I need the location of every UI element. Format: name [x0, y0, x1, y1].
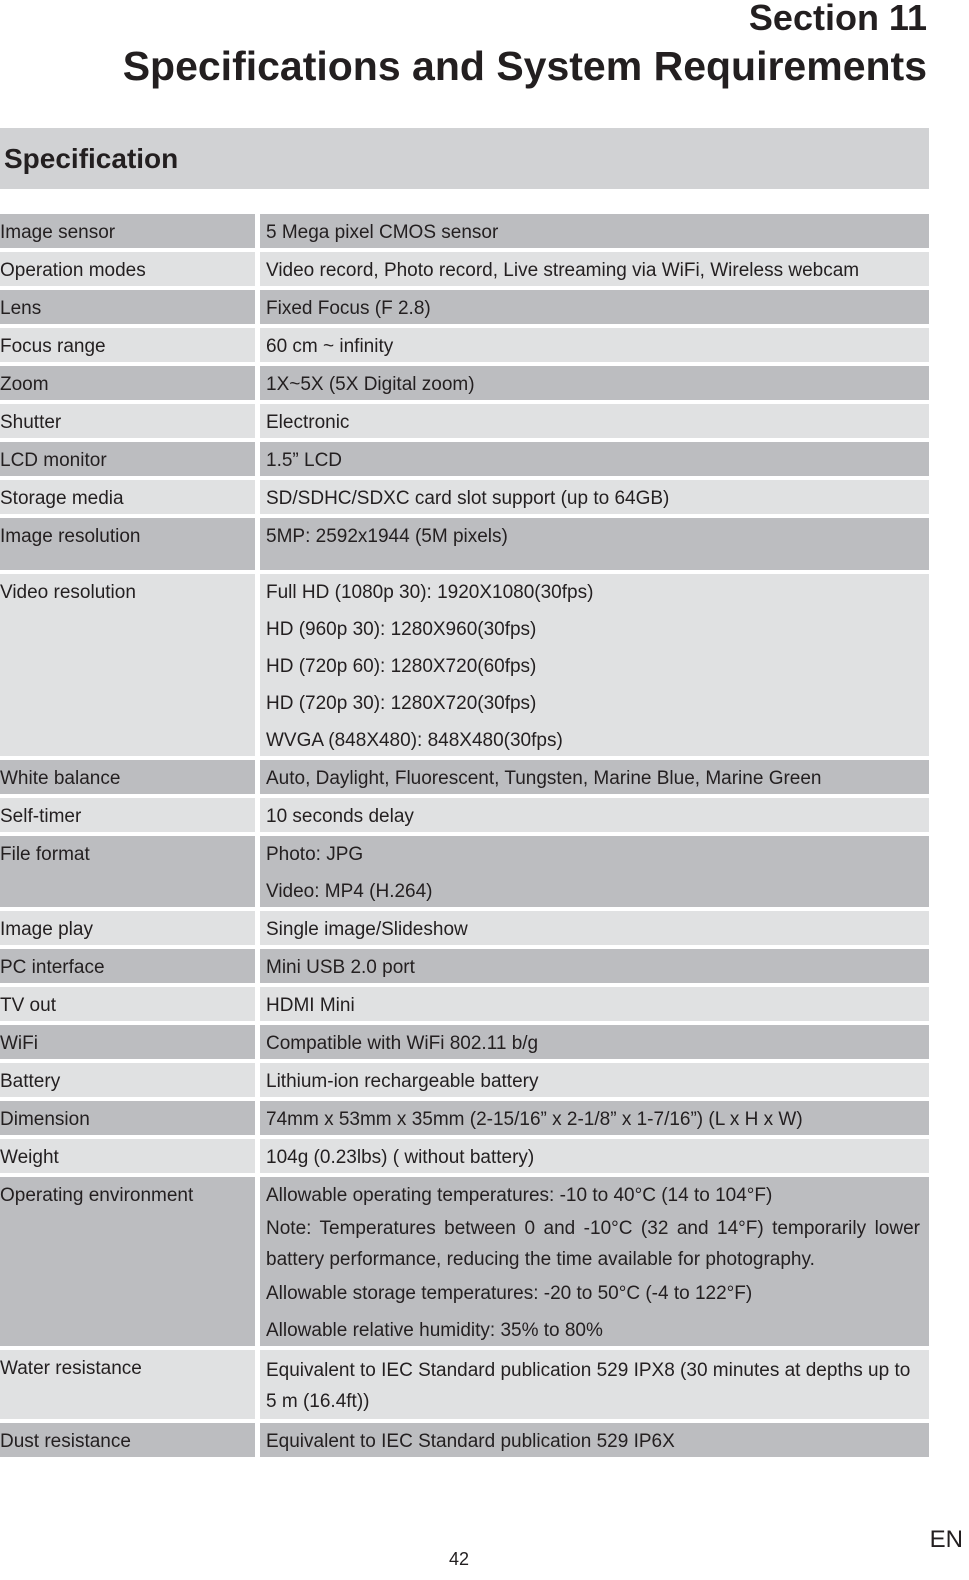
spec-value: [260, 442, 929, 476]
spec-value: [260, 404, 929, 438]
spec-value-line: 5 Mega pixel CMOS sensor: [266, 222, 499, 243]
spec-row: [0, 1063, 929, 1097]
spec-value-line: 5MP: 2592x1944 (5M pixels): [266, 526, 508, 547]
spec-row: [0, 290, 929, 324]
spec-value: [260, 1101, 929, 1135]
spec-value-line: 74mm x 53mm x 35mm (2-15/16” x 2-1/8” x 1-7/16”) (L x H x W): [266, 1109, 803, 1130]
spec-value-line: Compatible with WiFi 802.11 b/g: [266, 1033, 539, 1054]
spec-label: White balance: [0, 760, 255, 794]
spec-label: Zoom: [0, 366, 255, 400]
spec-value-line: Allowable relative humidity: 35% to 80%: [266, 1320, 603, 1341]
spec-value: [260, 1350, 929, 1419]
spec-value: [260, 1025, 929, 1059]
spec-row: [0, 252, 929, 286]
section-title: Specifications and System Requirements: [122, 43, 927, 89]
spec-value-line: Video: MP4 (H.264): [266, 881, 433, 902]
spec-label: Operation modes: [0, 252, 255, 286]
spec-value-line: Full HD (1080p 30): 1920X1080(30fps): [266, 582, 594, 603]
spec-row: [0, 1025, 929, 1059]
spec-value-line: SD/SDHC/SDXC card slot support (up to 64GB): [266, 488, 670, 509]
spec-value: [260, 1177, 929, 1346]
spec-value-line: 1.5” LCD: [266, 450, 343, 471]
spec-value-line: Equivalent to IEC Standard publication 529 IPX8 (30 minutes at depths up to 5 m (16.4ft)): [266, 1360, 911, 1412]
spec-label: Dimension: [0, 1101, 255, 1135]
spec-value: [260, 836, 929, 907]
spec-value: [260, 911, 929, 945]
spec-value-line: 1X~5X (5X Digital zoom): [266, 374, 475, 395]
spec-value-line: Mini USB 2.0 port: [266, 957, 415, 978]
spec-label: Image sensor: [0, 214, 255, 248]
spec-value-line: Lithium-ion rechargeable battery: [266, 1071, 539, 1092]
spec-label: LCD monitor: [0, 442, 255, 476]
spec-row: [0, 480, 929, 514]
spec-value: [260, 214, 929, 248]
spec-value: [260, 328, 929, 362]
spec-label: File format: [0, 836, 255, 907]
spec-value-line: HDMI Mini: [266, 995, 355, 1016]
spec-value: [260, 987, 929, 1021]
spec-value-line: HD (960p 30): 1280X960(30fps): [266, 619, 537, 640]
spec-label: Image resolution: [0, 518, 255, 570]
section-header: [123, 0, 927, 90]
spec-value-line: Allowable operating temperatures: -10 to 40°C (14 to 104°F): [266, 1185, 773, 1206]
spec-value: [260, 290, 929, 324]
spec-label: Focus range: [0, 328, 255, 362]
spec-row: [0, 798, 929, 832]
spec-label: Self-timer: [0, 798, 255, 832]
section-number: Section 11: [748, 0, 927, 38]
spec-value-line: HD (720p 30): 1280X720(30fps): [266, 693, 537, 714]
spec-row: [0, 442, 929, 476]
spec-value: [260, 574, 929, 756]
spec-label: Image play: [0, 911, 255, 945]
spec-value-line: 60 cm ~ infinity: [266, 336, 394, 357]
spec-value-line: WVGA (848X480): 848X480(30fps): [266, 730, 563, 751]
spec-value-line: HD (720p 60): 1280X720(60fps): [266, 656, 537, 677]
spec-label: Shutter: [0, 404, 255, 438]
spec-value: [260, 1423, 929, 1457]
spec-row: [0, 1423, 929, 1457]
spec-label: Lens: [0, 290, 255, 324]
spec-label: Water resistance: [0, 1350, 255, 1419]
spec-row: [0, 328, 929, 362]
spec-label: Operating environment: [0, 1177, 255, 1346]
spec-label: Battery: [0, 1063, 255, 1097]
spec-label: Dust resistance: [0, 1423, 255, 1457]
spec-row: [0, 949, 929, 983]
spec-row: [0, 366, 929, 400]
spec-value-line: Allowable storage temperatures: -20 to 50°C (-4 to 122°F): [266, 1283, 753, 1304]
page-number: 42: [449, 1549, 470, 1569]
spec-value: [260, 798, 929, 832]
spec-value-line: Note: Temperatures between 0 and -10°C (32 and 14°F) temporarily lower battery performance, reducing the time available for photography.: [266, 1218, 920, 1270]
spec-value: [260, 949, 929, 983]
spec-value: [260, 518, 929, 570]
spec-row: [0, 911, 929, 945]
spec-value-line: Fixed Focus (F 2.8): [266, 298, 431, 319]
language-label: EN: [929, 1526, 963, 1553]
spec-label: Storage media: [0, 480, 255, 514]
spec-value-line: Electronic: [266, 412, 350, 433]
specification-heading: Specification: [4, 142, 179, 174]
spec-value: [260, 1063, 929, 1097]
spec-row: [0, 1139, 929, 1173]
spec-value-line: 104g (0.23lbs) ( without battery): [266, 1147, 535, 1168]
spec-table: [0, 214, 929, 1461]
spec-label: WiFi: [0, 1025, 255, 1059]
specification-banner: [0, 128, 929, 189]
spec-label: PC interface: [0, 949, 255, 983]
spec-value: [260, 480, 929, 514]
spec-row: [0, 1177, 929, 1346]
spec-value: [260, 252, 929, 286]
spec-row: [0, 214, 929, 248]
spec-value-line: Photo: JPG: [266, 844, 364, 865]
spec-label: Weight: [0, 1139, 255, 1173]
spec-row: [0, 836, 929, 907]
spec-label: TV out: [0, 987, 255, 1021]
spec-value: [260, 1139, 929, 1173]
spec-row: [0, 1350, 929, 1419]
spec-row: [0, 760, 929, 794]
spec-row: [0, 404, 929, 438]
spec-value-line: Equivalent to IEC Standard publication 529 IP6X: [266, 1431, 675, 1452]
spec-label: Video resolution: [0, 574, 255, 756]
spec-row: [0, 1101, 929, 1135]
spec-value-line: Auto, Daylight, Fluorescent, Tungsten, Marine Blue, Marine Green: [266, 768, 822, 789]
spec-value-line: Single image/Slideshow: [266, 919, 468, 940]
spec-value: [260, 760, 929, 794]
spec-value-line: Video record, Photo record, Live streaming via WiFi, Wireless webcam: [266, 260, 860, 281]
spec-value-line: 10 seconds delay: [266, 806, 414, 827]
spec-row: [0, 574, 929, 756]
spec-row: [0, 518, 929, 570]
spec-row: [0, 987, 929, 1021]
spec-value: [260, 366, 929, 400]
